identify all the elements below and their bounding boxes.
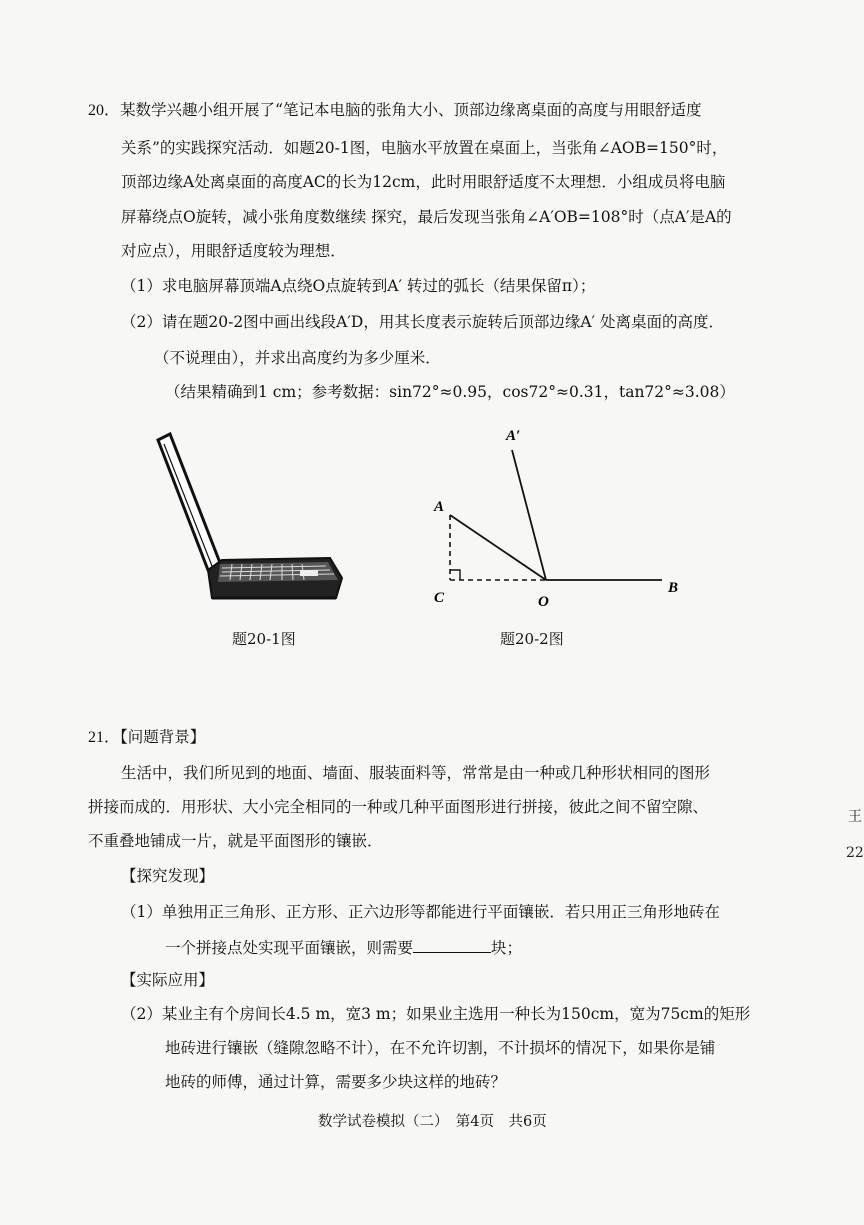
q20-part-2c: （结果精确到1 cm；参考数据：sin72°≈0.95，cos72°≈0.31，tan72°≈3.08） (165, 383, 735, 401)
label-a-prime: A′ (506, 428, 521, 444)
fig-20-2-caption: 题20-2图 (500, 630, 564, 648)
q20-line-5: 对应点），用眼舒适度较为理想． (121, 242, 346, 260)
q20-line-1 (88, 100, 701, 121)
label-o: O (538, 594, 549, 610)
q20-line-4: 屏幕绕点O旋转，减小张角度数继续 探究，最后发现当张角∠A′OB=108°时（点A′是A的 (121, 208, 732, 226)
q20-text-1: 某数学兴趣小组开展了“笔记本电脑的张角大小、顶部边缘离桌面的高度与用眼舒适度 (120, 101, 702, 119)
laptop-figure (150, 430, 350, 605)
q21-line-heading (88, 727, 205, 748)
edge-fragment-top: 王 (848, 809, 862, 825)
fig-20-1-caption: 题20-1图 (232, 630, 296, 648)
q21-explore-heading: 【探究发现】 (121, 867, 215, 885)
answer-blank[interactable] (413, 936, 491, 953)
q20-part-2a: （2）请在题20-2图中画出线段A′D，用其长度表示旋转后顶部边缘A′ 处离桌面的高度． (121, 313, 724, 331)
q20-part-2b: （不说理由），并求出高度约为多少厘米． (154, 349, 441, 367)
q21-p1b (165, 936, 522, 958)
label-c: C (434, 590, 445, 606)
geometry-figure (420, 420, 700, 620)
q21-p2b: 地砖进行镶嵌（缝隙忽略不计），在不允许切割，不计损坏的情况下，如果你是铺 (165, 1039, 716, 1057)
label-b: B (668, 580, 679, 596)
page-footer: 数学试卷模拟（二） 第4页 共6页 (318, 1114, 547, 1130)
q21-p2c: 地砖的师傅，通过计算，需要多少块这样的地砖？ (165, 1073, 507, 1091)
q21-heading: 【问题背景】 (120, 728, 206, 746)
q21-p1b-pre: 一个拼接点处实现平面镶嵌，则需要 (165, 939, 414, 957)
q21-bg-1: 生活中，我们所见到的地面、墙面、服装面料等，常常是由一种或几种形状相同的图形 (121, 764, 711, 782)
q20-line-2: 关系”的实践探究活动．如题20-1图，电脑水平放置在桌面上，当张角∠AOB=150°时， (121, 139, 728, 157)
q21-p2a: （2）某业主有个房间长4.5 m，宽3 m；如果业主选用一种长为150cm，宽为75cm的矩形 (121, 1005, 751, 1023)
q21-number: 21． (88, 729, 121, 746)
q21-p1a: （1）单独用正三角形、正方形、正六边形等都能进行平面镶嵌．若只用正三角形地砖在 (121, 903, 720, 921)
q21-apply-heading: 【实际应用】 (121, 971, 215, 989)
label-a: A (434, 499, 445, 515)
q21-p1b-post: 块； (491, 939, 523, 957)
q21-bg-2: 拼接而成的．用形状、大小完全相同的一种或几种平面图形进行拼接，彼此之间不留空隙、 (88, 798, 709, 816)
q21-bg-3: 不重叠地铺成一片，就是平面图形的镶嵌． (88, 832, 383, 850)
q20-number: 20． (88, 102, 121, 119)
q20-line-3: 顶部边缘A处离桌面的高度AC的长为12cm，此时用眼舒适度不太理想．小组成员将电脑 (121, 173, 726, 191)
q20-part-1: （1）求电脑屏幕顶端A点绕O点旋转到A′ 转过的弧长（结果保留π）； (121, 277, 596, 295)
edge-fragment-bottom: 22 (846, 845, 864, 861)
